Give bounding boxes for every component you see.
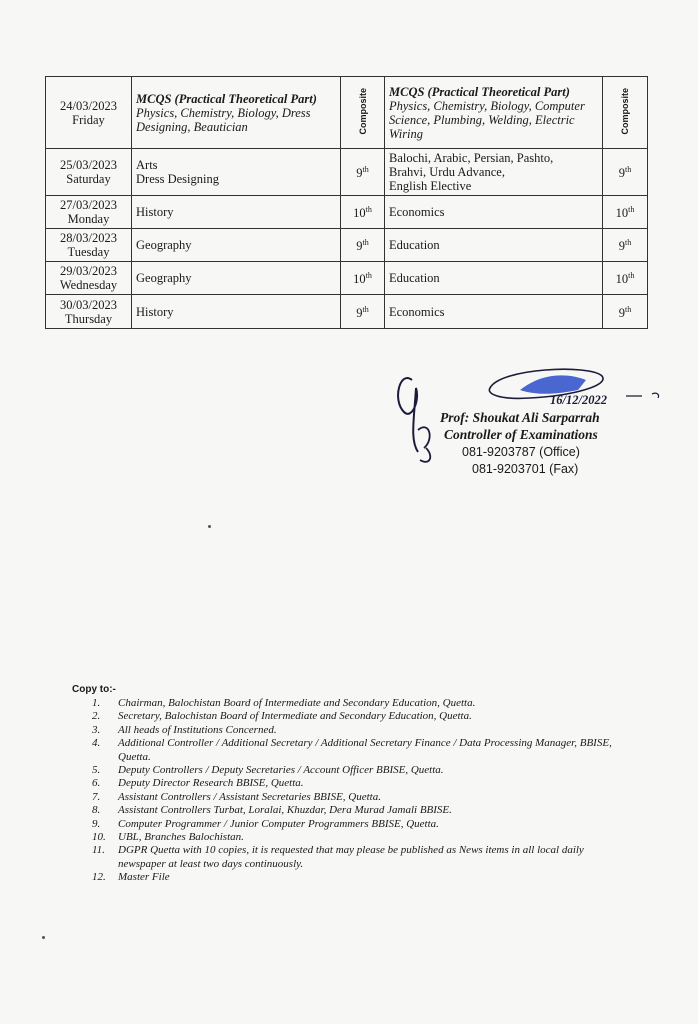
class-cell [341,149,385,196]
list-number: 2. [92,710,101,723]
signatory-name: Prof: Shoukat Ali Sarparrah [440,410,600,425]
class-suffix: th [628,205,635,215]
exam-date: 30/03/2023 [60,297,117,312]
subject-line: Balochi, Arabic, Persian, Pashto, [389,151,554,165]
table-row [46,196,648,229]
recipient-text: Computer Programmer / Junior Computer Programmers BBISE, Quetta. [118,817,439,830]
exam-day: Monday [67,212,110,226]
mcqs-title: MCQS (Practical Theoretical Part) [136,91,317,106]
exam-date: 25/03/2023 [60,158,117,172]
list-number: 6. [92,777,101,790]
scan-speck [42,936,45,939]
exam-date: 24/03/2023 [60,98,117,113]
list-item [72,697,632,710]
class-suffix: th [362,165,369,175]
recipient-text: All heads of Institutions Concerned. [118,723,277,736]
recipient-text: DGPR Quetta with 10 copies, it is requested that may please be published as News items in all local daily newspaper at least two days continuously. [118,844,584,870]
list-number: 7. [92,790,101,803]
exam-day: Friday [72,112,105,127]
subject-cell: Education [385,229,603,262]
class-number: 9 [356,306,363,321]
subject-line: Dress Designing [136,172,219,186]
subject-cell [385,77,603,149]
copy-to-section [72,684,632,885]
exam-day: Saturday [66,172,111,186]
subject-line: Brahvi, Urdu Advance, [389,165,505,179]
list-item [72,764,632,777]
subject-cell: History [132,295,341,329]
subject-cell [132,149,341,196]
mcqs-title: MCQS (Practical Theoretical Part) [389,84,570,99]
exam-day: Tuesday [67,245,110,259]
class-number: 9 [356,166,363,181]
table-row [46,262,648,295]
subject-cell: Education [385,262,603,295]
list-item [72,777,632,790]
class-cell [603,77,648,149]
class-cell [603,196,648,229]
class-cell [341,295,385,329]
class-label: Composite [620,87,630,135]
list-number: 11. [92,844,105,857]
list-item [72,710,632,723]
class-cell [341,77,385,149]
recipient-text: Additional Controller / Additional Secretary / Additional Secretary Finance / Data Processing Manager, BBISE, Quetta. [118,737,612,763]
class-suffix: th [362,304,369,314]
class-cell [341,262,385,295]
exam-date: 29/03/2023 [60,264,117,278]
date-cell [46,229,132,262]
class-number: 10 [615,206,629,221]
class-label: Composite [357,87,368,135]
list-number: 9. [92,817,101,830]
exam-date: 27/03/2023 [60,198,117,212]
recipient-text: Chairman, Balochistan Board of Intermediate and Secondary Education, Quetta. [118,697,476,709]
fax-number: 081-9203701 (Fax) [472,462,579,476]
recipient-text: Deputy Controllers / Deputy Secretaries / Account Officer BBISE, Quetta. [118,764,444,777]
class-number: 9 [356,239,363,254]
list-item [72,831,632,844]
handwritten-date: 16/12/2022 [550,393,607,407]
list-number: 10. [92,831,106,844]
table-row [46,295,648,329]
class-cell [603,295,648,329]
list-item [72,804,632,817]
subject-list: Physics, Chemistry, Biology, Dress Designing, Beautician [136,105,311,134]
list-item [72,724,632,737]
class-suffix: th [625,304,632,314]
exam-date: 28/03/2023 [60,231,117,245]
recipient-text: Assistant Controllers / Assistant Secretaries BBISE, Quetta. [118,790,381,803]
signatory-title: Controller of Examinations [444,427,598,442]
exam-day: Wednesday [59,278,118,292]
subject-line: English Elective [389,179,472,193]
recipient-text: UBL, Branches Balochistan. [118,831,244,844]
subject-cell [385,149,603,196]
list-number: 4. [92,737,101,750]
subject-cell: Economics [385,196,603,229]
table-row [46,229,648,262]
list-number: 5. [92,764,101,777]
subject-cell: Economics [385,295,603,329]
recipient-text: Assistant Controllers Turbat, Loralai, Khuzdar, Dera Murad Jamali BBISE. [118,804,452,817]
date-cell [46,196,132,229]
class-cell [603,229,648,262]
list-number: 12. [92,871,106,884]
list-item [72,791,632,804]
office-phone: 081-9203787 (Office) [462,445,580,459]
date-cell [46,149,132,196]
list-item [72,871,632,884]
table-row [46,149,648,196]
recipient-text: Secretary, Balochistan Board of Intermediate and Secondary Education, Quetta. [118,710,472,723]
class-suffix: th [625,165,632,175]
subject-cell [132,77,341,149]
class-number: 9 [618,166,625,181]
class-suffix: th [625,238,632,248]
table-row [46,77,648,149]
scan-speck [208,525,211,528]
class-suffix: th [365,205,372,215]
class-number: 10 [615,272,629,287]
subject-list: Physics, Chemistry, Biology, Computer Science, Plumbing, Welding, Electric Wiring [389,98,585,141]
recipient-text: Deputy Director Research BBISE, Quetta. [118,777,304,790]
date-cell [46,295,132,329]
copy-to-list [72,697,632,885]
class-suffix: th [628,271,635,281]
list-item [72,844,632,871]
class-number: 10 [353,272,366,287]
recipient-text: Master File [118,871,170,884]
date-cell [46,262,132,295]
list-number: 3. [92,723,101,736]
subject-cell: History [132,196,341,229]
class-cell [603,262,648,295]
list-number: 1. [92,697,101,709]
copy-to-heading: Copy to:- [72,684,116,695]
subject-line: Arts [136,158,158,172]
class-number: 9 [618,239,625,254]
class-suffix: th [362,238,369,248]
class-number: 10 [353,206,366,221]
exam-schedule-table [45,76,648,329]
list-item [72,818,632,831]
list-item [72,737,632,764]
list-number: 8. [92,804,101,817]
exam-day: Thursday [64,311,113,326]
date-cell [46,77,132,149]
class-cell [341,196,385,229]
class-suffix: th [365,271,372,281]
subject-cell: Geography [132,262,341,295]
subject-cell: Geography [132,229,341,262]
class-cell [341,229,385,262]
class-cell [603,149,648,196]
class-number: 9 [618,306,625,321]
signature-block [390,360,680,480]
